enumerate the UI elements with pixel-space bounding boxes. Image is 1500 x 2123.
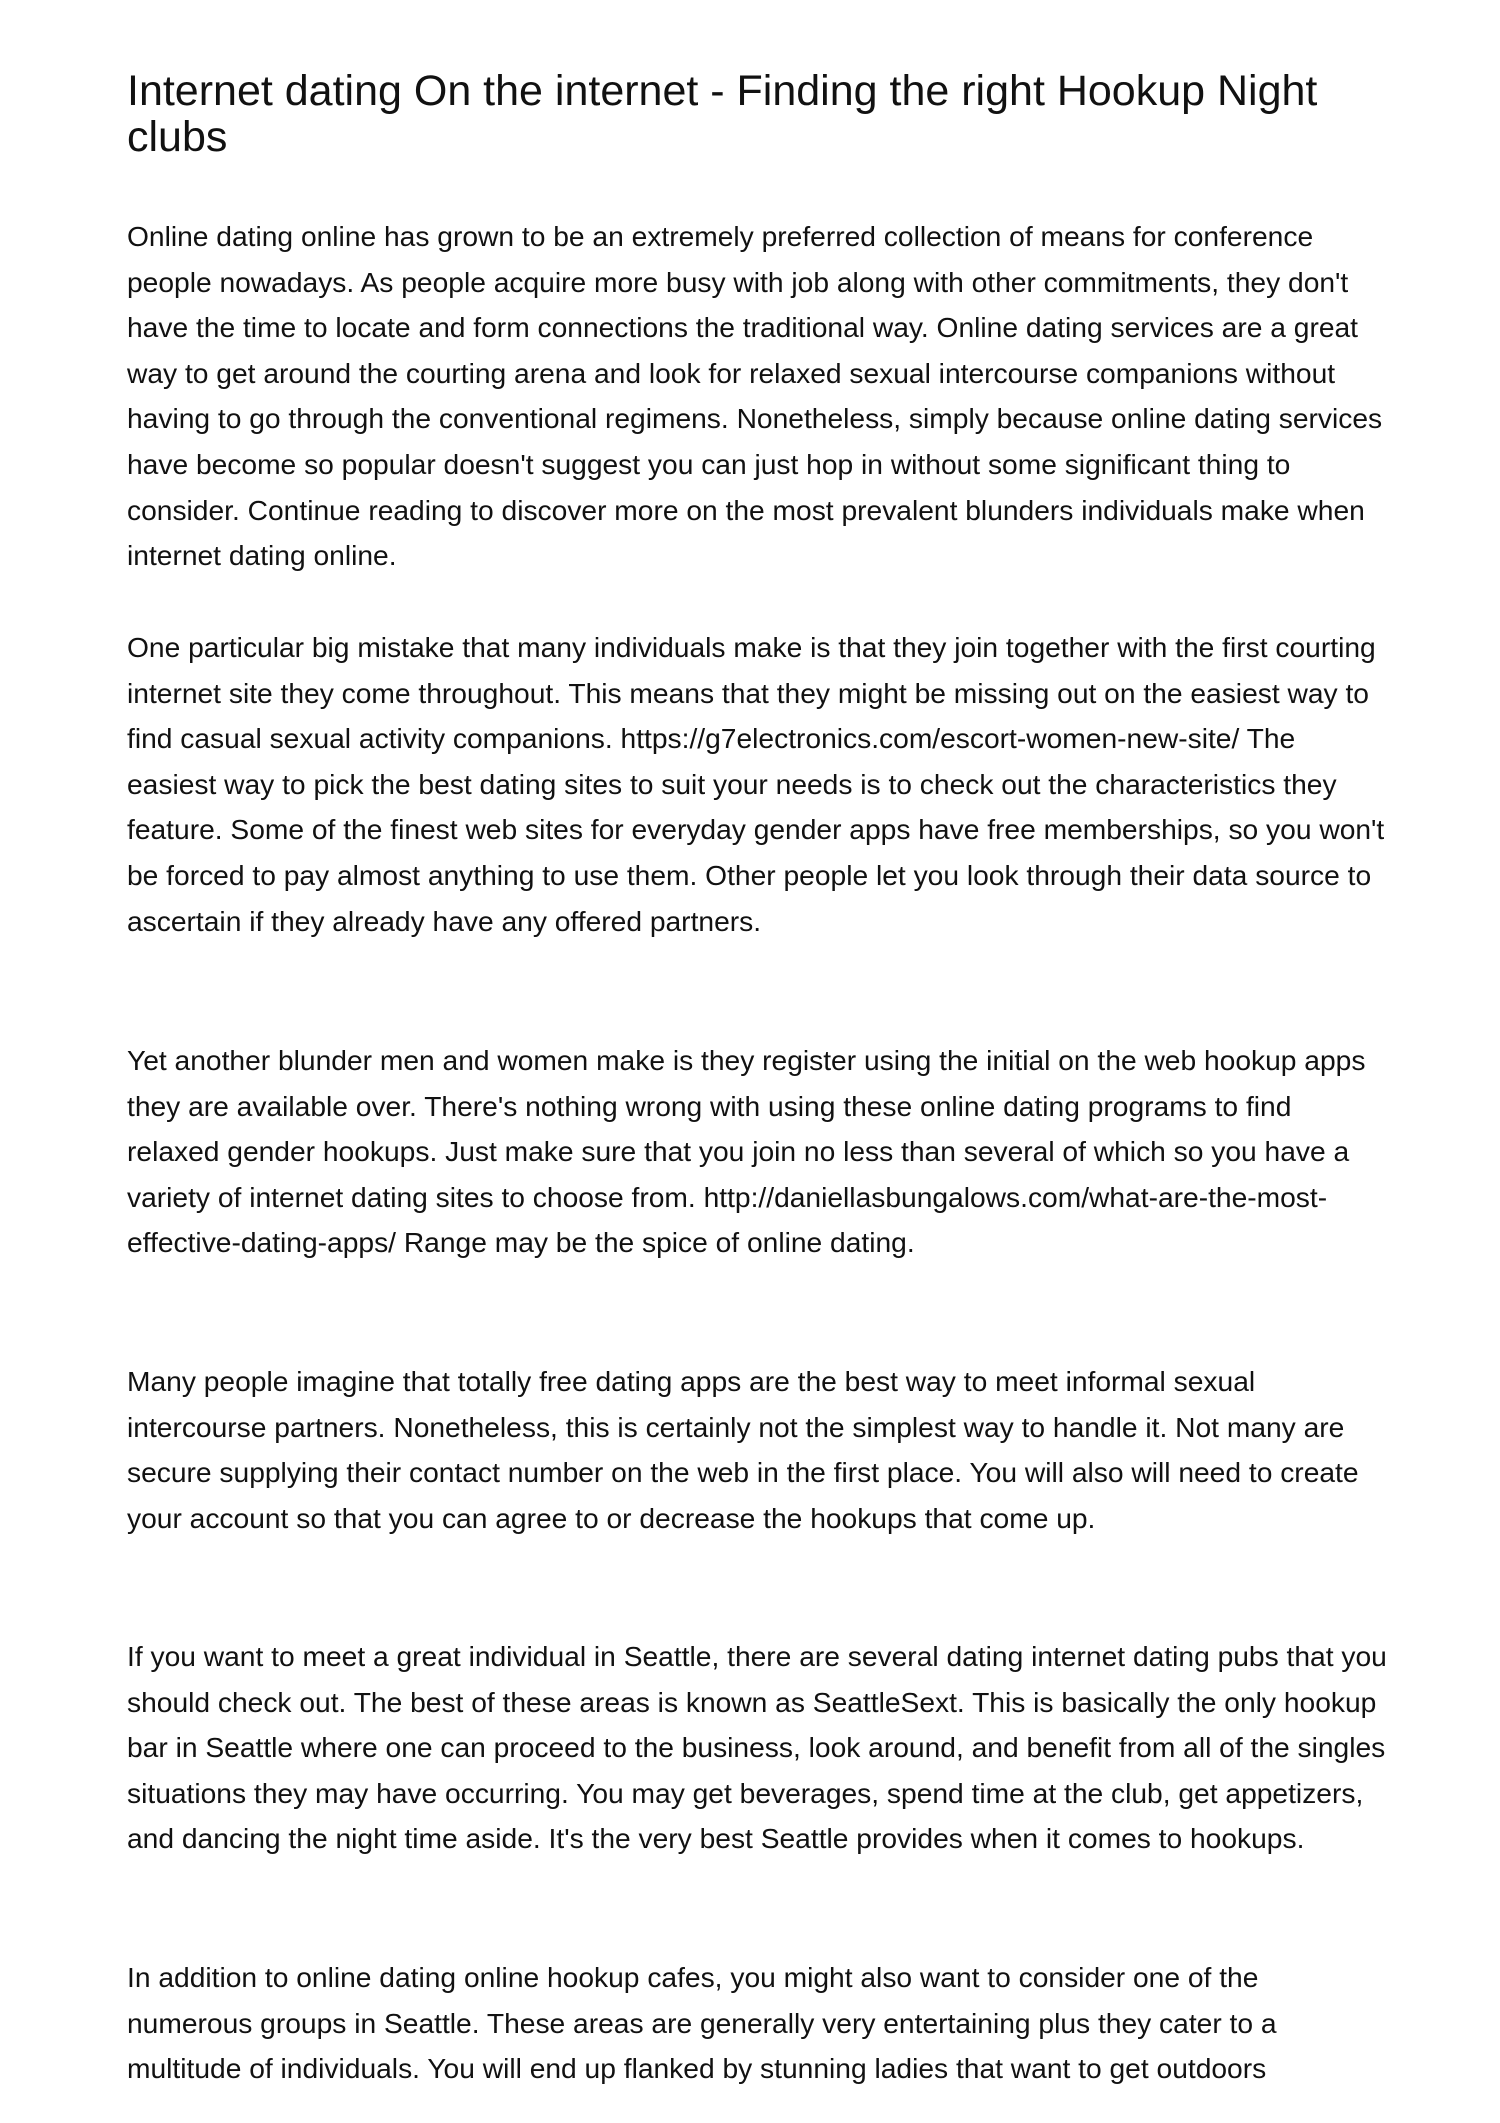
paragraph-hookup-apps-mistake: Yet another blunder men and women make is they register using the initial on the web hookup apps they are available over. There's nothing wrong with using these online dating programs to find relaxed gender hookups. Just make sure that you join no less than several of which so you have a variety of internet dating sites to choose from. http://daniellasbungalows.com/what-are-the-most-effective-dating-apps/ Range may be the spice of online dating. [127, 1044, 1366, 1259]
page-title: Internet dating On the internet - Finding the right Hookup Night clubs [127, 67, 1318, 161]
paragraph-seattle-dating-pubs: If you want to meet a great individual in Seattle, there are several dating internet dating pubs that you should check out. The best of these areas is known as SeattleSext. This is basically the only hookup bar in Seattle where one can proceed to the business, look around, and benefit from all of the singles situations they may have occurring. You may get beverages, spend time at the club, get appetizers, and dancing the night time aside. It's the very best Seattle provides when it comes to hookups. [127, 1640, 1387, 1855]
paragraph-first-dating-site-mistake: One particular big mistake that many individuals make is that they join together with the first courting internet site they come throughout. This means that they might be missing out on the easiest way to find casual sexual activity companions. https://g7electronics.com/escort-women-new-site/ The easiest way to pick the best dating sites to suit your needs is to check out the characteristics they feature. Some of the finest web sites for everyday gender apps have free memberships, so you won't be forced to pay almost anything to use them. Other people let you look through their data source to ascertain if they already have any offered partners. [127, 631, 1385, 937]
paragraph-seattle-groups: In addition to online dating online hookup cafes, you might also want to consider one of the numerous groups in Seattle. These areas are generally very entertaining plus they cater to a multitude of individuals. You will end up flanked by stunning ladies that want to get outdoors [127, 1961, 1277, 2085]
paragraph-free-dating-apps: Many people imagine that totally free dating apps are the best way to meet informal sexual intercourse partners. Nonetheless, this is certainly not the simplest way to handle it. Not many are secure supplying their contact number on the web in the first place. You will also will need to create your account so that you can agree to or decrease the hookups that come up. [127, 1365, 1359, 1534]
paragraph-online-dating-intro: Online dating online has grown to be an extremely preferred collection of means for conference people nowadays. As people acquire more busy with job along with other commitments, they don't have the time to locate and form connections the traditional way. Online dating services are a great way to get around the courting arena and look for relaxed sexual intercourse companions without having to go through the conventional regimens. Nonetheless, simply because online dating services have become so popular doesn't suggest you can just hop in without some significant thing to consider. Continue reading to discover more on the most prevalent blunders individuals make when internet dating online. [127, 220, 1383, 572]
